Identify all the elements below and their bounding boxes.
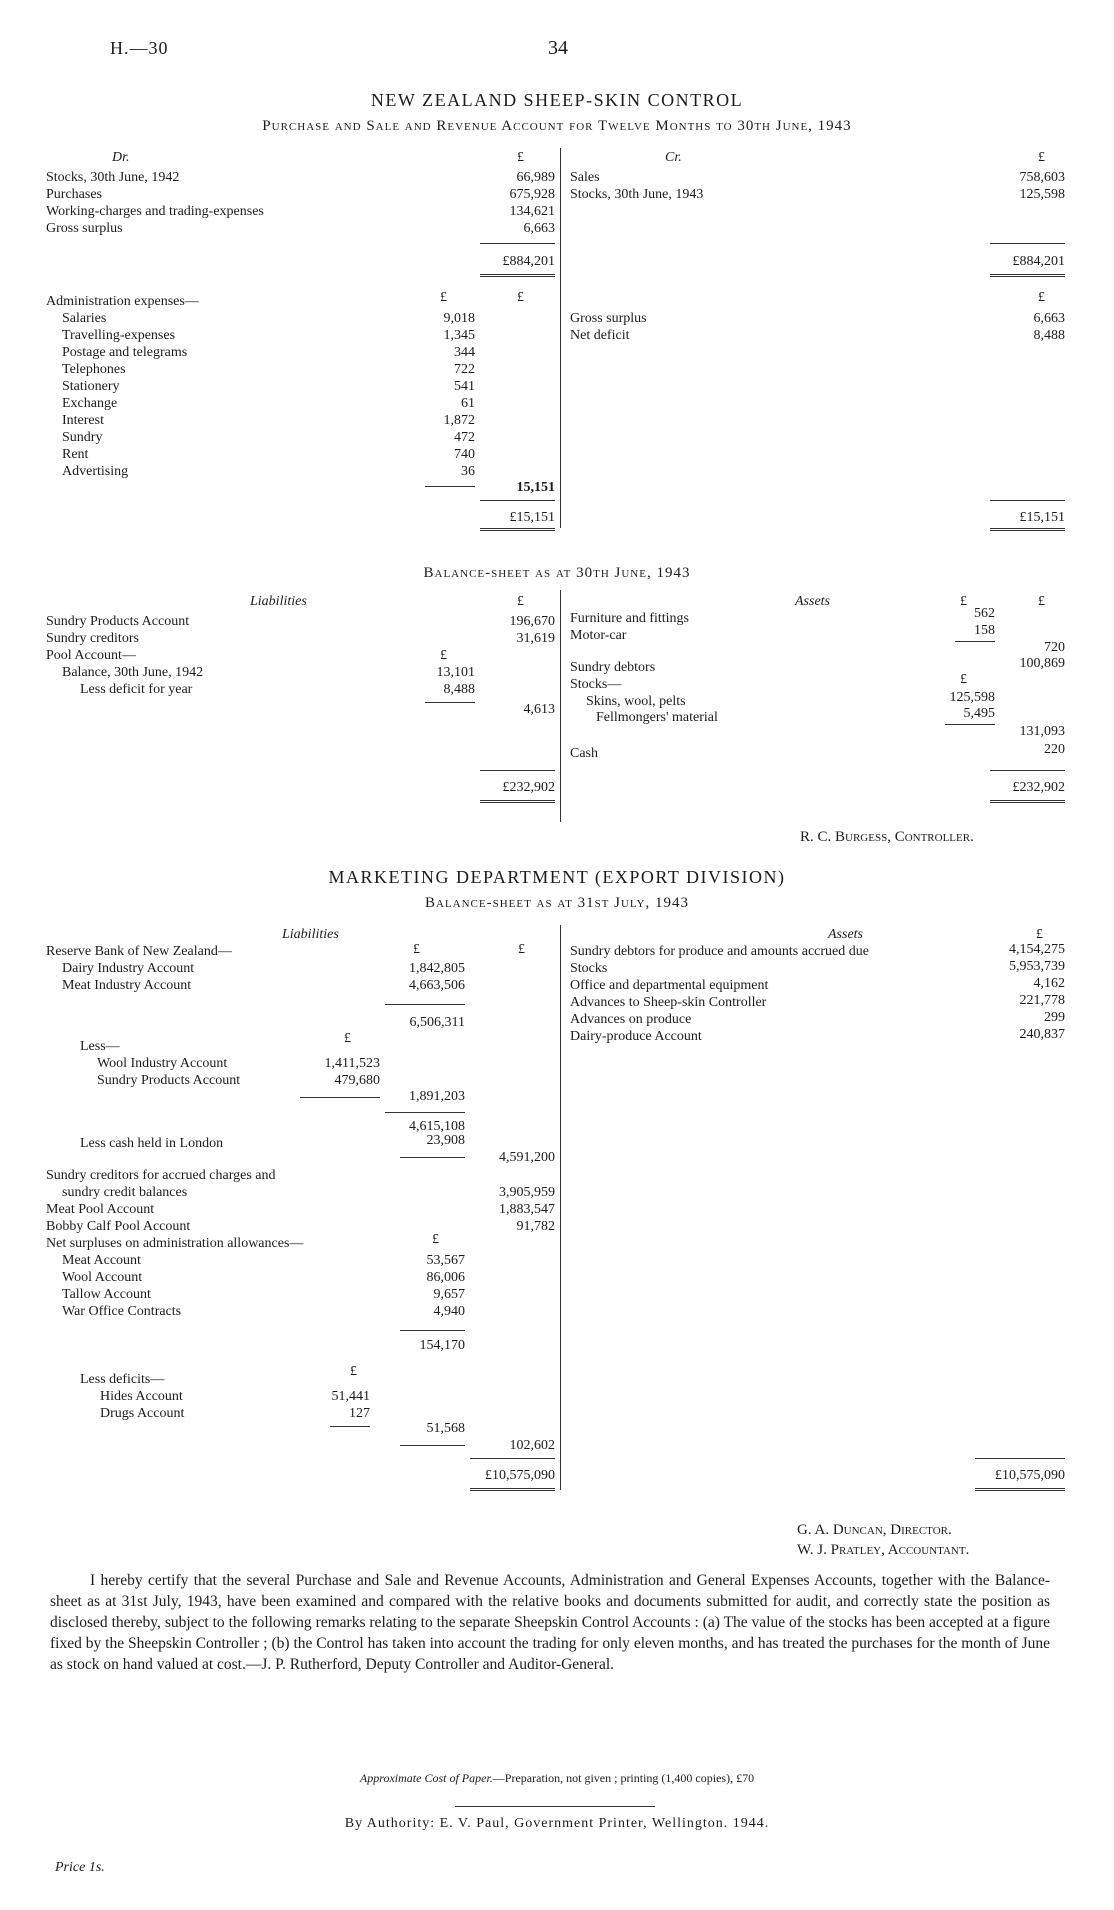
surplus-row-value: 9,657 xyxy=(433,1287,465,1302)
column-divider xyxy=(560,148,561,528)
printer-authority: By Authority: E. V. Paul, Government Printer, Wellington. 1944. xyxy=(344,1816,770,1831)
admin-heading: Administration expenses— xyxy=(46,294,199,309)
cr-row-value: 8,488 xyxy=(1033,328,1065,343)
surplus-row-label: Tallow Account xyxy=(62,1287,151,1302)
column-divider xyxy=(560,590,561,822)
less-sum: 1,891,203 xyxy=(409,1089,465,1104)
sum-rule xyxy=(990,770,1065,771)
pool-row-value: 8,488 xyxy=(443,682,475,697)
sum-rule xyxy=(480,243,555,244)
admin-row-value: 344 xyxy=(454,345,475,360)
marketing-asset-label: Stocks xyxy=(570,961,608,976)
meat-pool-value: 1,883,547 xyxy=(499,1202,555,1217)
currency-symbol: £ xyxy=(1038,290,1045,305)
sum-rule xyxy=(330,1426,370,1427)
price: Price 1s. xyxy=(55,1860,105,1875)
audit-certificate xyxy=(50,1570,1050,1675)
surplus-row-label: Meat Account xyxy=(62,1253,141,1268)
currency-symbol: £ xyxy=(960,594,967,609)
currency-symbol: £ xyxy=(432,1232,439,1247)
total-rule xyxy=(480,274,555,277)
sum-rule xyxy=(470,1458,555,1459)
admin-row-value: 9,018 xyxy=(443,311,475,326)
cr-row-label: Net deficit xyxy=(570,328,630,343)
dr-row-value: 675,928 xyxy=(509,187,555,202)
surplus-net: 102,602 xyxy=(509,1438,555,1453)
accountant-signature: W. J. Pratley, Accountant. xyxy=(797,1542,970,1558)
creditors-value: 3,905,959 xyxy=(499,1185,555,1200)
admin-row-value: 36 xyxy=(461,464,475,479)
marketing-asset-value: 221,778 xyxy=(1019,993,1065,1008)
total-rule xyxy=(975,1488,1065,1491)
cr-row-value: 125,598 xyxy=(1019,187,1065,202)
marketing-liab-total: £10,575,090 xyxy=(485,1468,555,1483)
less-row-value: 1,411,523 xyxy=(324,1056,380,1071)
admin-row-label: Travelling-expenses xyxy=(62,328,176,343)
currency-symbol: £ xyxy=(518,942,525,957)
reserve-row-value: 1,842,805 xyxy=(409,961,465,976)
admin-row-label: Salaries xyxy=(62,311,107,326)
footer-rule xyxy=(455,1806,655,1807)
sum-rule xyxy=(990,243,1065,244)
column-divider xyxy=(560,925,561,1490)
total-rule xyxy=(990,274,1065,277)
dr-row-label: Purchases xyxy=(46,187,102,202)
sum-rule xyxy=(385,1004,465,1005)
dr-row-value: 134,621 xyxy=(509,204,555,219)
asset-label: Skins, wool, pelts xyxy=(586,694,686,709)
currency-symbol: £ xyxy=(1038,150,1045,165)
cash-london-label: Less cash held in London xyxy=(80,1136,224,1151)
cash-london-value: 23,908 xyxy=(426,1133,465,1148)
deficit-sum: 51,568 xyxy=(426,1421,465,1436)
cost-note xyxy=(0,1770,1114,1786)
audit-certificate-text: I hereby certify that the several Purchase and Sale and Revenue Accounts, Administration and General Expenses Accounts, together with the Balance-sheet as at 31st July, 1943, have been examined and compared with the relative books and documents submitted for audit, and correctly state the position as disclosed thereby, subject to the following remarks relating to the separate Sheepskin Control Accounts : (a) The value of the stocks has been accepted at a figure fixed by the Sheepskin Controller ; (b) the Control has taken into account the trading for only eleven months, and has treated the purchases for the month of June as stock on hand valued at cost.—J. P. Rutherford, Deputy Controller and Auditor-General. xyxy=(50,1572,1050,1673)
admin-row-label: Stationery xyxy=(62,379,120,394)
marketing-asset-value: 5,953,739 xyxy=(1009,959,1065,974)
admin-row-label: Telephones xyxy=(62,362,126,377)
after-less: 4,615,108 xyxy=(409,1119,465,1134)
asset-value: 220 xyxy=(1044,742,1065,757)
cost-text: —Preparation, not given ; printing (1,400 copies), £70 xyxy=(492,1771,755,1785)
less-row-label: Sundry Products Account xyxy=(97,1073,241,1088)
sum-rule xyxy=(400,1330,465,1331)
sum-rule xyxy=(385,1112,465,1113)
admin-row-value: 740 xyxy=(454,447,475,462)
total-rule xyxy=(990,528,1065,531)
currency-symbol: £ xyxy=(1038,594,1045,609)
cr-row-label: Gross surplus xyxy=(570,311,647,326)
cr-label: Cr. xyxy=(665,150,682,165)
admin-row-label: Interest xyxy=(62,413,104,428)
marketing-title: MARKETING DEPARTMENT (EXPORT DIVISION) xyxy=(328,867,786,887)
pool-heading: Pool Account— xyxy=(46,648,136,663)
bobby-calf-value: 91,782 xyxy=(516,1219,555,1234)
deficit-row-value: 51,441 xyxy=(331,1389,370,1404)
stocks-heading: Stocks— xyxy=(570,677,622,692)
asset-label: Cash xyxy=(570,746,598,761)
surplus-row-label: War Office Contracts xyxy=(62,1304,182,1319)
marketing-asset-label: Dairy-produce Account xyxy=(570,1029,702,1044)
creditors-label-line1: Sundry creditors for accrued charges and xyxy=(46,1168,276,1183)
asset-value: 562 xyxy=(974,606,995,621)
document-reference: H.—30 xyxy=(110,38,169,58)
reserve-net: 4,591,200 xyxy=(499,1150,555,1165)
sheepskin-subtitle: Purchase and Sale and Revenue Account for Twelve Months to 30th June, 1943 xyxy=(262,118,852,134)
admin-row-label: Advertising xyxy=(62,464,129,479)
page-number: 34 xyxy=(548,37,568,59)
currency-symbol: £ xyxy=(344,1031,351,1046)
admin-row-value: 61 xyxy=(461,396,475,411)
admin-row-label: Rent xyxy=(62,447,89,462)
admin-subtotal: 15,151 xyxy=(516,480,555,495)
marketing-asset-label: Sundry debtors for produce and amounts accrued due xyxy=(570,944,869,959)
deficit-row-value: 127 xyxy=(349,1406,370,1421)
currency-symbol: £ xyxy=(440,290,447,305)
marketing-asset-value: 4,154,275 xyxy=(1009,942,1065,957)
reserve-row-value: 4,663,506 xyxy=(409,978,465,993)
reserve-heading: Reserve Bank of New Zealand— xyxy=(46,944,232,959)
less-heading: Less— xyxy=(80,1039,120,1054)
admin-row-label: Postage and telegrams xyxy=(62,345,188,360)
director-signature: G. A. Duncan, Director. xyxy=(797,1522,952,1538)
liabilities-label: Liabilities xyxy=(282,927,339,942)
pool-net: 4,613 xyxy=(523,702,555,717)
cr-row-value: 6,663 xyxy=(1033,311,1065,326)
liability-label: Sundry creditors xyxy=(46,631,139,646)
marketing-asset-label: Advances to Sheep-skin Controller xyxy=(570,995,767,1010)
sum-rule xyxy=(480,770,555,771)
less-row-label: Wool Industry Account xyxy=(97,1056,228,1071)
admin-row-value: 472 xyxy=(454,430,475,445)
surplus-row-label: Wool Account xyxy=(62,1270,143,1285)
surplus-row-value: 53,567 xyxy=(426,1253,465,1268)
pool-row-label: Balance, 30th June, 1942 xyxy=(62,665,204,680)
deficit-row-label: Drugs Account xyxy=(100,1406,185,1421)
total-rule xyxy=(480,800,555,803)
surplus-row-value: 4,940 xyxy=(433,1304,465,1319)
asset-label: Fellmongers' material xyxy=(596,710,718,725)
admin-cr-total: £15,151 xyxy=(1019,510,1065,525)
cost-label: Approximate Cost of Paper. xyxy=(359,1771,493,1785)
deficits-heading: Less deficits— xyxy=(80,1372,165,1387)
admin-total: £15,151 xyxy=(509,510,555,525)
sum-rule xyxy=(425,486,475,487)
total-rule xyxy=(470,1488,555,1491)
bobby-calf-label: Bobby Calf Pool Account xyxy=(46,1219,191,1234)
asset-value: 125,598 xyxy=(949,690,995,705)
marketing-asset-value: 299 xyxy=(1044,1010,1065,1025)
total-rule xyxy=(990,800,1065,803)
currency-symbol: £ xyxy=(440,648,447,663)
currency-symbol: £ xyxy=(350,1364,357,1379)
pool-row-label: Less deficit for year xyxy=(80,682,193,697)
currency-symbol: £ xyxy=(1036,927,1043,942)
admin-row-value: 541 xyxy=(454,379,475,394)
asset-label: Sundry debtors xyxy=(570,660,656,675)
sum-rule xyxy=(480,500,555,501)
assets-total: £232,902 xyxy=(1012,780,1065,795)
currency-symbol: £ xyxy=(517,150,524,165)
dr-total: £884,201 xyxy=(502,254,555,269)
currency-symbol: £ xyxy=(517,290,524,305)
cr-row-value: 758,603 xyxy=(1019,170,1065,185)
creditors-label-line2: sundry credit balances xyxy=(62,1185,188,1200)
admin-row-label: Exchange xyxy=(62,396,118,411)
surplus-row-value: 86,006 xyxy=(426,1270,465,1285)
liabilities-label: Liabilities xyxy=(250,594,307,609)
asset-value: 5,495 xyxy=(963,706,995,721)
dr-row-value: 6,663 xyxy=(523,221,555,236)
admin-row-value: 1,872 xyxy=(443,413,475,428)
sum-rule xyxy=(425,702,475,703)
controller-signature: R. C. Burgess, Controller. xyxy=(800,829,974,845)
surplus-heading: Net surpluses on administration allowances— xyxy=(46,1236,304,1251)
assets-label: Assets xyxy=(828,927,863,942)
admin-row-label: Sundry xyxy=(62,430,103,445)
admin-row-value: 722 xyxy=(454,362,475,377)
marketing-asset-value: 4,162 xyxy=(1033,976,1065,991)
surplus-sum: 154,170 xyxy=(419,1338,465,1353)
asset-value: 100,869 xyxy=(1019,656,1065,671)
sum-rule xyxy=(400,1445,465,1446)
reserve-row-label: Meat Industry Account xyxy=(62,978,192,993)
dr-row-label: Gross surplus xyxy=(46,221,123,236)
deficit-row-label: Hides Account xyxy=(100,1389,183,1404)
reserve-sum: 6,506,311 xyxy=(409,1015,465,1030)
asset-label: Motor-car xyxy=(570,628,627,643)
sheepskin-title: NEW ZEALAND SHEEP-SKIN CONTROL xyxy=(370,90,744,110)
dr-row-value: 66,989 xyxy=(516,170,555,185)
cr-row-label: Sales xyxy=(570,170,600,185)
stocks-total: 131,093 xyxy=(1019,724,1065,739)
sum-rule xyxy=(400,1157,465,1158)
cr-row-label: Stocks, 30th June, 1943 xyxy=(570,187,704,202)
marketing-assets-total: £10,575,090 xyxy=(995,1468,1065,1483)
pool-row-value: 13,101 xyxy=(436,665,475,680)
marketing-asset-value: 240,837 xyxy=(1019,1027,1065,1042)
currency-symbol: £ xyxy=(517,594,524,609)
sheepskin-balance-title: Balance-sheet as at 30th June, 1943 xyxy=(423,565,691,581)
sum-rule xyxy=(990,500,1065,501)
sum-rule xyxy=(975,1458,1065,1459)
liability-value: 31,619 xyxy=(516,631,555,646)
marketing-asset-label: Advances on produce xyxy=(570,1012,692,1027)
currency-symbol: £ xyxy=(960,672,967,687)
currency-symbol: £ xyxy=(413,942,420,957)
asset-value: 158 xyxy=(974,623,995,638)
dr-row-label: Stocks, 30th June, 1942 xyxy=(46,170,180,185)
total-rule xyxy=(480,528,555,531)
reserve-row-label: Dairy Industry Account xyxy=(62,961,195,976)
liability-value: 196,670 xyxy=(509,614,555,629)
liability-label: Sundry Products Account xyxy=(46,614,190,629)
asset-label: Furniture and fittings xyxy=(570,611,689,626)
assets-label: Assets xyxy=(795,594,830,609)
marketing-subtitle: Balance-sheet as at 31st July, 1943 xyxy=(424,895,689,911)
dr-label: Dr. xyxy=(112,150,130,165)
cr-total: £884,201 xyxy=(1012,254,1065,269)
admin-row-value: 1,345 xyxy=(443,328,475,343)
liab-total: £232,902 xyxy=(502,780,555,795)
fixed-assets-total: 720 xyxy=(1044,640,1065,655)
meat-pool-label: Meat Pool Account xyxy=(46,1202,155,1217)
less-row-value: 479,680 xyxy=(334,1073,380,1088)
marketing-asset-label: Office and departmental equipment xyxy=(570,978,769,993)
dr-row-label: Working-charges and trading-expenses xyxy=(46,204,264,219)
